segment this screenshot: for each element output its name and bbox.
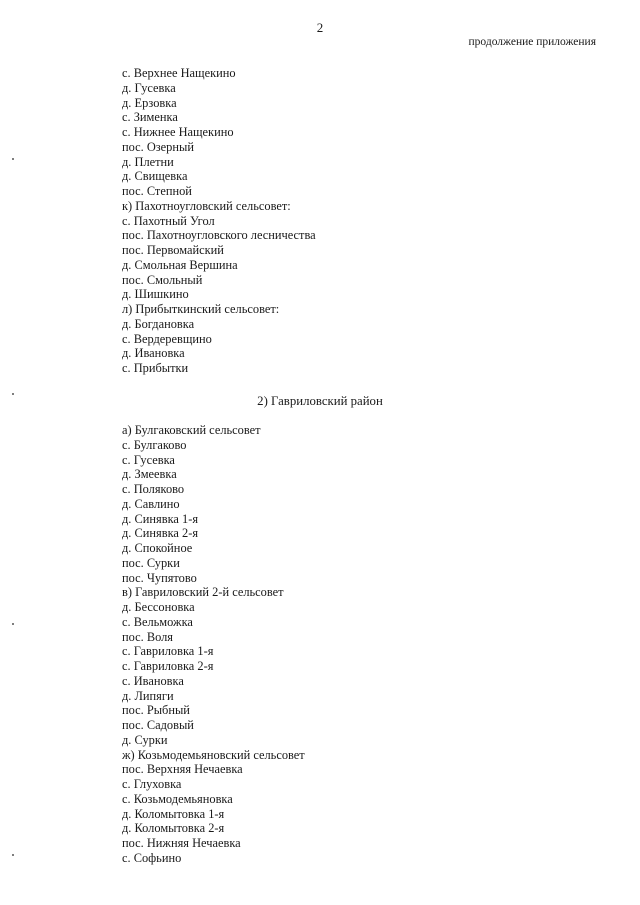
list-item: с. Софьино bbox=[122, 850, 182, 865]
list-item: с. Вельможка bbox=[122, 614, 193, 629]
list-item: д. Ивановка bbox=[122, 346, 185, 361]
list-item: пос. Нижняя Нечаевка bbox=[122, 836, 241, 850]
settlement-list-b bbox=[122, 423, 305, 866]
list-item: с. Гавриловка 2-я bbox=[122, 659, 214, 673]
list-item: а) Булгаковский сельсовет bbox=[122, 423, 261, 437]
list-item: д. Гусевка bbox=[122, 80, 176, 95]
list-item: с. Гусевка bbox=[122, 452, 175, 467]
list-item: с. Вердеревщино bbox=[122, 331, 212, 346]
continuation-note: продолжение приложения bbox=[468, 36, 596, 48]
list-item: д. Сурки bbox=[122, 732, 168, 747]
list-item: д. Синявка 2-я bbox=[122, 526, 199, 541]
list-item: д. Шишкино bbox=[122, 287, 189, 302]
list-item: д. Спокойное bbox=[122, 541, 193, 555]
list-item: пос. Чупятово bbox=[122, 570, 197, 585]
list-item: с. Булгаково bbox=[122, 437, 187, 452]
list-item: с. Глуховка bbox=[122, 777, 182, 791]
list-item: д. Липяги bbox=[122, 688, 174, 703]
list-item: с. Козьмодемьяновка bbox=[122, 791, 233, 806]
list-item: с. Пахотный Угол bbox=[122, 213, 215, 228]
section-heading: 2) Гавриловский район bbox=[257, 394, 383, 408]
list-item: с. Гавриловка 1-я bbox=[122, 644, 214, 659]
list-item: д. Ерзовка bbox=[122, 95, 177, 110]
list-item: л) Прибыткинский сельсовет: bbox=[122, 302, 280, 316]
list-item: пос. Первомайский bbox=[122, 243, 224, 257]
list-item: д. Савлино bbox=[122, 496, 180, 511]
list-item: д. Коломытовка 1-я bbox=[122, 806, 225, 821]
list-item: пос. Рыбный bbox=[122, 703, 190, 718]
list-item: д. Синявка 1-я bbox=[122, 511, 199, 526]
list-item: д. Смольная Вершина bbox=[122, 257, 238, 272]
list-item: д. Богдановка bbox=[122, 316, 195, 331]
list-item: д. Бессоновка bbox=[122, 600, 195, 614]
list-item: пос. Смольный bbox=[122, 272, 203, 287]
list-item: пос. Пахотноугловского лесничества bbox=[122, 228, 316, 243]
list-item: пос. Садовый bbox=[122, 718, 194, 732]
list-item: с. Нижнее Нащекино bbox=[122, 125, 234, 139]
scan-dot bbox=[12, 393, 14, 395]
scan-dot bbox=[12, 623, 14, 625]
list-item: с. Поляково bbox=[122, 482, 185, 496]
list-item: д. Свищевка bbox=[122, 169, 188, 184]
scan-dot bbox=[12, 854, 14, 856]
list-item: д. Плетни bbox=[122, 154, 174, 169]
list-item: пос. Верхняя Нечаевка bbox=[122, 762, 243, 777]
list-item: д. Коломытовка 2-я bbox=[122, 821, 225, 836]
list-item: пос. Воля bbox=[122, 629, 174, 644]
list-item: ж) Козьмодемьяновский сельсовет bbox=[122, 747, 305, 762]
settlement-list-a bbox=[122, 66, 316, 376]
list-item: с. Зименка bbox=[122, 110, 178, 125]
list-item: с. Прибытки bbox=[122, 361, 189, 375]
list-item: в) Гавриловский 2-й сельсовет bbox=[122, 585, 284, 600]
list-item: пос. Сурки bbox=[122, 555, 180, 570]
list-item: пос. Степной bbox=[122, 184, 192, 198]
list-item: с. Верхнее Нащекино bbox=[122, 66, 236, 80]
page-number: 2 bbox=[316, 20, 324, 35]
scan-dot bbox=[12, 158, 14, 160]
list-item: с. Ивановка bbox=[122, 673, 184, 688]
list-item: д. Змеевка bbox=[122, 467, 177, 482]
list-item: пос. Озерный bbox=[122, 139, 194, 154]
list-item: к) Пахотноугловский сельсовет: bbox=[122, 198, 291, 213]
